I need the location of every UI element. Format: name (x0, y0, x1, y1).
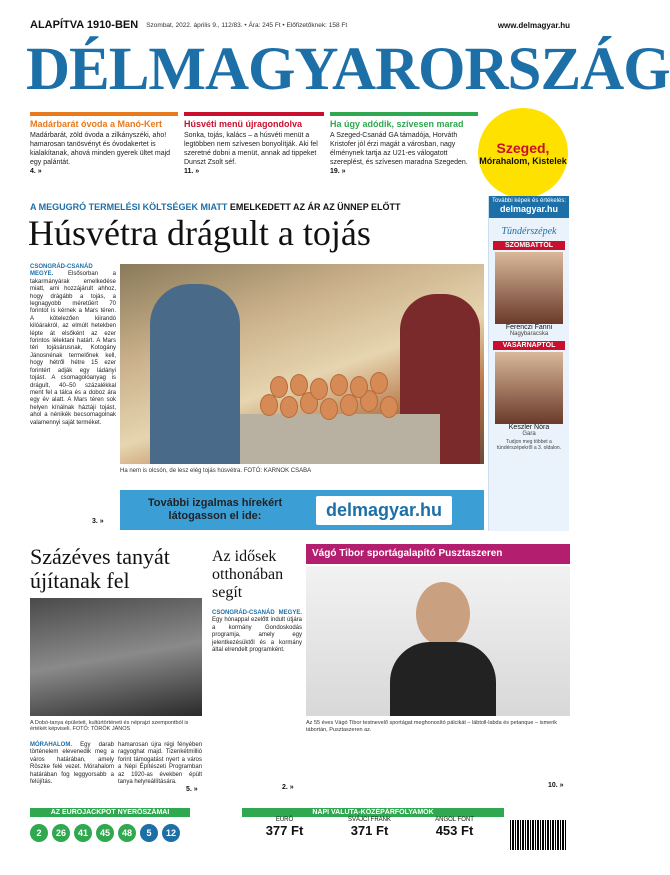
lotto-numbers (30, 823, 190, 842)
lead-body-text: Elsősorban a takarmányárak emelkedése miatt, ami hozzájárult ahhoz, hogy drágább a tojás, a legnagyobb méretűért 70 forintot is kérnek a Mars téren. A kötelezően kiirandó kilóárakról, az elmúlt hetekben lépte át elsőként az ezer forintos lélektani határt. A Mars téri tojásárusnak, Kotogány Jánosnénak termelőnek kell, hogy hétről hétre 15 ezer forintért adják egy ládányi tojást. A csomagolóanyag is drágult, 40–50 százalékkal ment fel a tálca és a doboz ára egy év alatt. A Mars téren sok helyen kínálnak háztáji tojást, ahol a nénikék becsomagolnak valamennyi saját terméket. (30, 271, 116, 426)
badge-towns: Mórahalom, Kistelek (479, 156, 567, 166)
lotto-title: AZ EUROJACKPOT NYERŐSZÁMAI (30, 808, 190, 817)
lotto-ball: 41 (74, 824, 92, 842)
lotto-ball: 48 (118, 824, 136, 842)
story2-body (30, 742, 114, 794)
teaser-kindergarten[interactable] (30, 120, 178, 182)
lead-photo (120, 264, 484, 464)
story2-body-2: hamarosan újra régi fényében ragyoghat majd. Tizenkétmillió forint támogatást nyert a város a Népi Építészeti Programban az 1920-as években épült tanya helyreállítására. (118, 742, 202, 786)
promo-banner[interactable] (120, 490, 484, 530)
story2-title[interactable]: Százéves tanyát újítanak fel (30, 544, 170, 593)
fx-name: ANGOL FONT (435, 817, 474, 823)
lotto-ball: 12 (162, 824, 180, 842)
portrait-1 (495, 252, 563, 324)
story4-page: 10. » (548, 782, 564, 789)
kicker-a: A MEGUGRÓ TERMELÉSI KÖLTSÉGEK MIATT (30, 202, 228, 212)
teaser-easter-menu[interactable] (184, 120, 324, 182)
lead-page: 3. » (92, 518, 104, 525)
portrait-2 (495, 352, 563, 424)
story2-page: 5. » (186, 786, 198, 793)
beauty-sidebar (488, 196, 569, 531)
lead-dateline: CSONGRÁD-CSANÁD MEGYE. (30, 264, 93, 278)
color-bar (30, 112, 178, 116)
color-bar (184, 112, 324, 116)
sidebar-tag: Tündérszépek (501, 226, 557, 237)
sidebar-place-1: Nagybaracska (509, 331, 549, 337)
story4-caption: Az 55 éves Vágó Tibor testnevelő sportágat meghonosító pálcikát – lábtoll-labda és petanque – ismerik tábortán, Pusztaszeren az. (306, 720, 558, 733)
story3-title[interactable]: Az idősek otthonában segít (212, 548, 284, 601)
footer (30, 808, 570, 856)
teaser-page: 11. » (184, 168, 200, 175)
teaser-body: Sonka, tojás, kalács – a húsvéti menüt a legtöbben nem szívesen bonyolítják. Aki fel szeretné dobni a menüt, annak ad tippeket Dunszt Zsolt séf. (184, 132, 318, 166)
sidebar-label-1: SZOMBATTÓL (493, 241, 565, 250)
sidebar-label-2: VASÁRNAPTÓL (493, 341, 565, 350)
lead-body (30, 264, 116, 529)
sidebar-head: További képek és értékelés: (491, 198, 567, 204)
site-link[interactable]: www.delmagyar.hu (497, 20, 570, 30)
issue-meta: Szombat, 2022. április 9., 112/83. • Ára: 245 Ft • Előfizetőknek: 158 Ft (146, 21, 348, 29)
promo-text: További izgalmas hírekért látogasson el ide: (147, 497, 283, 522)
story3-dateline: CSONGRÁD-CSANÁD MEGYE. (212, 610, 302, 616)
lead-kicker (30, 202, 480, 212)
story2-body-text: Egy darab történelem elevenedik meg a város határában, amely Röszke felé vezet. Mórahalom határában fog leggyorsabb a felújítás. (30, 742, 114, 786)
teaser-page: 19. » (330, 168, 346, 175)
lead-caption: Ha nem is olcsón, de lesz elég tojás húsvétra. FOTÓ: KARNOK CSABA (120, 468, 312, 474)
teaser-title: Ha úgy adódik, szívesen marad (330, 119, 464, 129)
fx-value: 453 Ft (435, 823, 474, 838)
lotto-ball: 2 (30, 824, 48, 842)
sidebar-note: Tudjon meg többet a tündérszépekről a 3. oldalon. (496, 439, 562, 451)
teaser-body: Madárbarát, zöld óvoda a zilkányszéki, aho! hamarosan tanösvényt és óvodakertet is kialakítanak, ahová minden gyerek ültet majd egy palántát. (30, 132, 171, 166)
fx-value: 371 Ft (350, 823, 389, 838)
fx-name: EURÓ (275, 817, 294, 823)
fx-name: SVÁJCI FRANK (347, 817, 391, 823)
teaser-football[interactable] (330, 120, 470, 182)
teaser-body: A Szeged-Csanád GA támadója, Horváth Kristofer jól érzi magát a városban, nagy élménynek tartja az U21-es válogatott szereplést, és szívesen maradna Szegeden. (330, 132, 468, 166)
lotto-ball: 45 (96, 824, 114, 842)
story2-caption-text: A Dobó-tanya épületeit, kultúrtörténeti és néprajzi szempontból is értékét képviseli. (30, 720, 189, 732)
story4-photo (306, 566, 570, 716)
sidebar-place-2: Gara (522, 431, 536, 437)
teaser-title: Madárbarát óvoda a Manó-Kert (30, 119, 163, 129)
lotto-ball: 5 (140, 824, 158, 842)
edition-badge (478, 108, 568, 198)
lead-headline[interactable]: Húsvétra drágult a tojás (28, 213, 371, 253)
story2-dateline: MÓRAHALOM. (30, 742, 72, 748)
badge-city: Szeged, (496, 140, 550, 156)
story2-photo (30, 598, 202, 716)
lotto-ball: 26 (52, 824, 70, 842)
color-bar (330, 112, 478, 116)
sidebar-site[interactable]: delmagyar.hu (499, 204, 559, 214)
promo-link[interactable]: delmagyar.hu (316, 496, 452, 525)
story3-page: 2. » (282, 784, 294, 791)
fx-value: 377 Ft (265, 823, 304, 838)
teaser-title: Húsvéti menü újragondolva (184, 119, 303, 129)
story2-photo-credit: FOTÓ: TÖRÖK JÁNOS (72, 726, 131, 732)
story2-caption (30, 720, 202, 732)
sidebar-name-1: Ferenczi Fanni (505, 324, 553, 331)
teaser-page: 4. » (30, 168, 42, 175)
barcode (510, 820, 566, 850)
story4-title[interactable]: Vágó Tibor sportágalapító Pusztaszeren (306, 544, 570, 564)
top-bar (30, 18, 570, 32)
fx-title: NAPI VALUTA-KÖZÉPÁRFOLYAMOK (242, 808, 504, 817)
story3-body-text: Egy hónappal ezelőtt indult útjára a kormány Gondoskodás programja, amely egy jelentkezésüktől és a kormány által elrendelt programként. (212, 617, 302, 654)
founded-label: ALAPÍTVA 1910-BEN (30, 19, 139, 31)
sidebar-name-2: Keszler Nóra (508, 424, 550, 431)
story3-body (212, 610, 302, 778)
masthead: DÉLMAGYARORSZÁG (26, 36, 670, 103)
kicker-b: EMELKEDETT AZ ÁR AZ ÜNNEP ELŐTT (229, 202, 401, 212)
